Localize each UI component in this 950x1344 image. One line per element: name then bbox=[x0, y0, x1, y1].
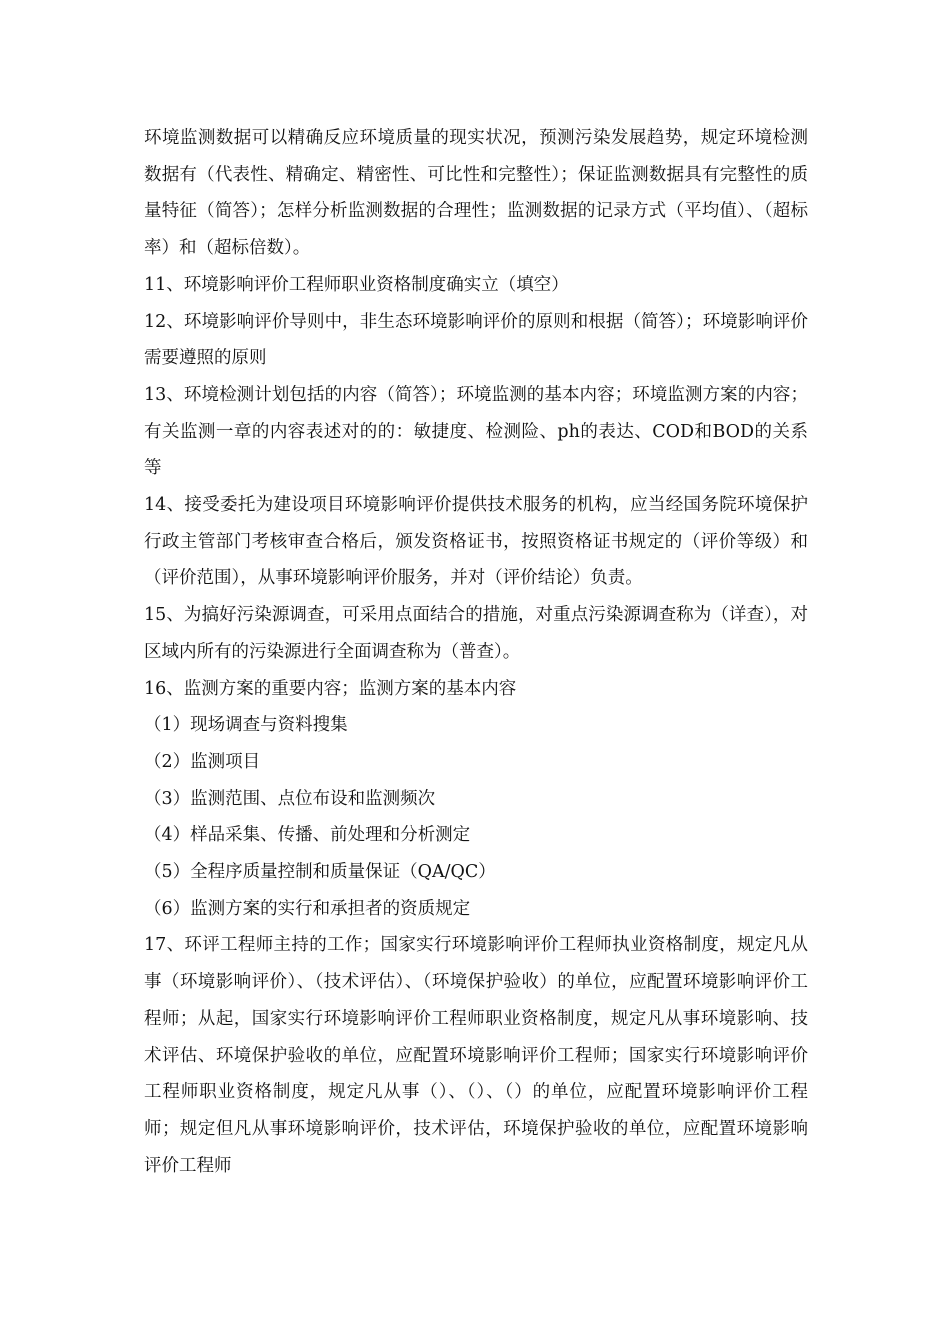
paragraph-item-12: 12、环境影响评价导则中，非生态环境影响评价的原则和根据（简答）；环境影响评价需要遵照的原则 bbox=[144, 311, 808, 369]
list-item-16-6: （6）监测方案的实行和承担者的资质规定 bbox=[144, 898, 471, 919]
paragraph-item-13: 13、环境检测计划包括的内容（简答）；环境监测的基本内容；环境监测方案的内容；有关监测一章的内容表述对的的：敏捷度、检测险、ph的表达、COD和BOD的关系等 bbox=[144, 384, 808, 479]
list-item-16-1: （1）现场调查与资料搜集 bbox=[144, 715, 348, 736]
paragraph-item-16: 16、监测方案的重要内容；监测方案的基本内容 bbox=[144, 678, 517, 699]
paragraph-item-11: 11、环境影响评价工程师职业资格制度确实立（填空） bbox=[144, 274, 569, 295]
list-item-16-4: （4）样品采集、传播、前处理和分析测定 bbox=[144, 825, 471, 846]
list-item-16-3: （3）监测范围、点位布设和监测频次 bbox=[144, 788, 436, 809]
paragraph-item-15: 15、为搞好污染源调查，可采用点面结合的措施，对重点污染源调查称为（详查），对区域内所有的污染源进行全面调查称为（普查）。 bbox=[144, 605, 808, 662]
list-item-16-5: （5）全程序质量控制和质量保证（QA/QC） bbox=[144, 862, 496, 883]
document-body bbox=[144, 120, 808, 1184]
paragraph-item-17: 17、环评工程师主持的工作；国家实行环境影响评价工程师执业资格制度，规定凡从事（环境影响评价）、（技术评估）、（环境保护验收）的单位，应配置环境影响评价工程师；从起，国家实行环境影响评价工程师职业资格制度，规定凡从事环境影响、技术评估、环境保护验收的单位，应配置环境影响评价工程师；国家实行环境影响评价工程师职业资格制度，规定凡从事（）、（）、（）的单位，应配置环境影响评价工程师；规定但凡从事环境影响评价，技术评估，环境保护验收的单位，应配置环境影响评价工程师 bbox=[144, 935, 808, 1176]
paragraph-item-14: 14、接受委托为建设项目环境影响评价提供技术服务的机构，应当经国务院环境保护行政主管部门考核审查合格后，颁发资格证书，按照资格证书规定的（评价等级）和（评价范围），从事环境影响评价服务，并对（评价结论）负责。 bbox=[144, 495, 808, 589]
list-item-16-2: （2）监测项目 bbox=[144, 751, 261, 772]
paragraph-monitoring-data: 环境监测数据可以精确反应环境质量的现实状况，预测污染发展趋势，规定环境检测数据有（代表性、精确定、精密性、可比性和完整性）；保证监测数据具有完整性的质量特征（简答）；怎样分析监测数据的合理性；监测数据的记录方式（平均值）、（超标率）和（超标倍数）。 bbox=[144, 128, 808, 259]
